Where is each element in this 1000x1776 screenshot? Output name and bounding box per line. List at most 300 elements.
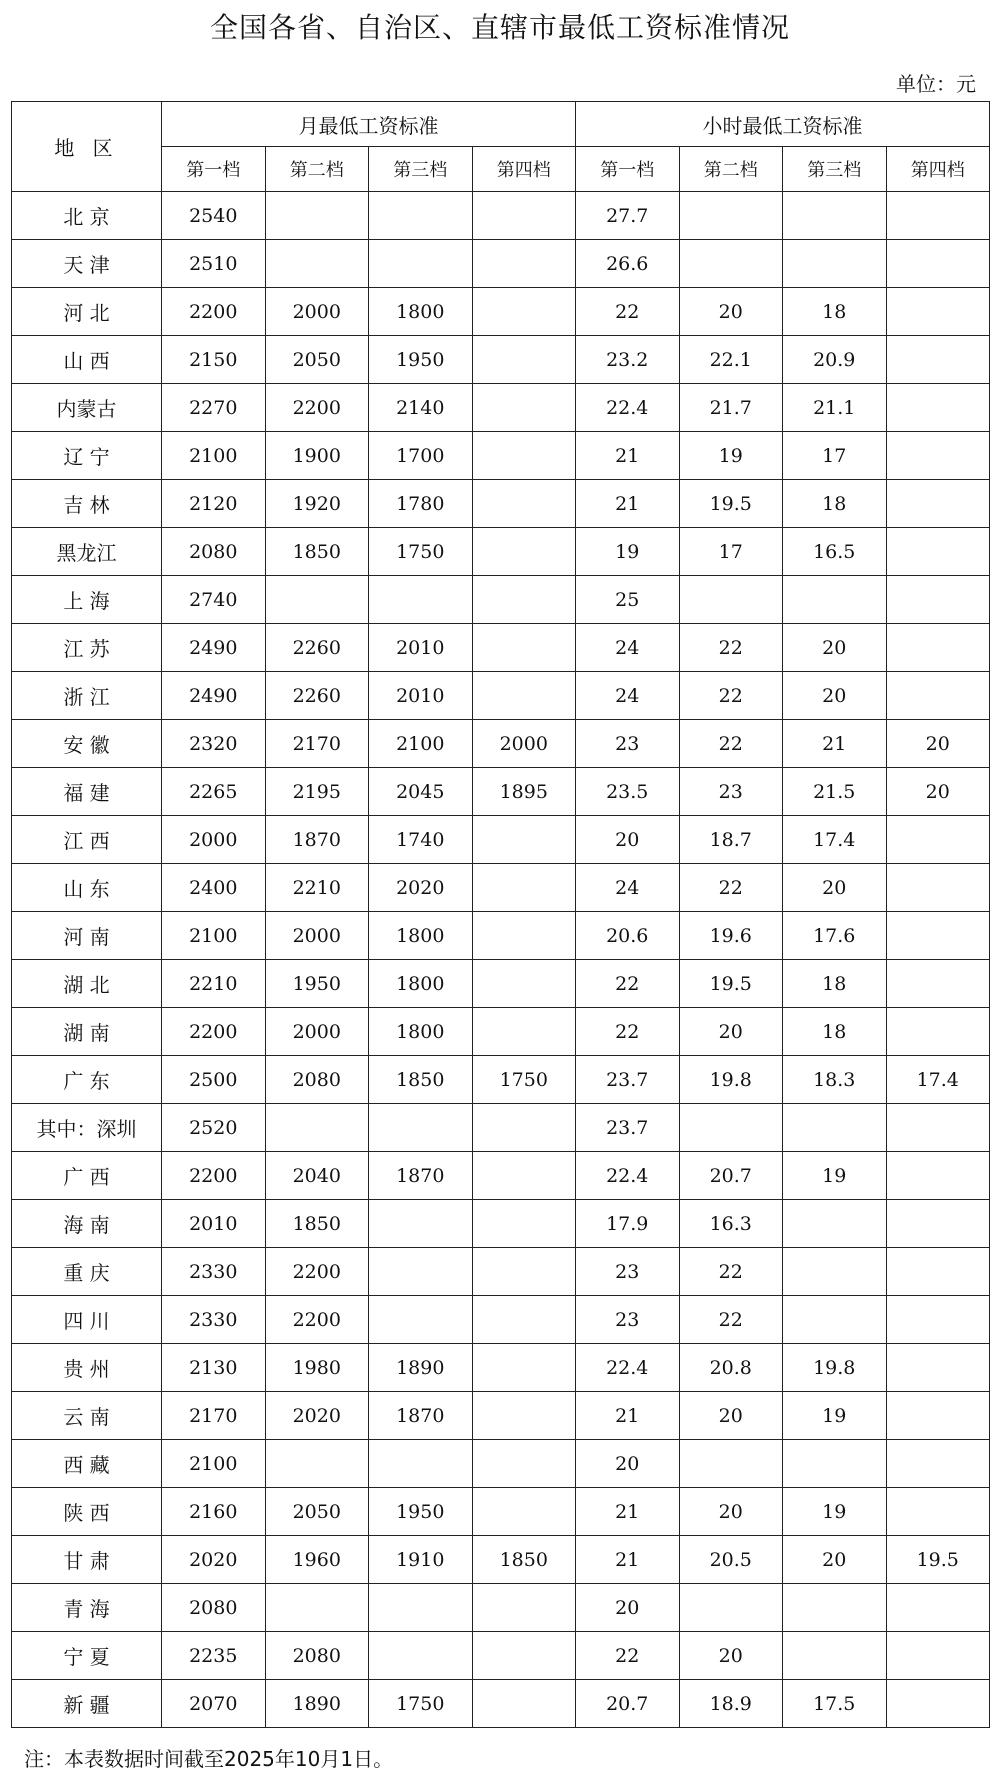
hourly-tier-4-cell: 20 [886, 720, 990, 768]
monthly-tier-3-cell: 1800 [369, 288, 473, 336]
monthly-tier-3-cell [369, 1104, 473, 1152]
monthly-tier-1-cell: 2235 [162, 1632, 266, 1680]
table-row [12, 1104, 990, 1152]
monthly-tier-2-cell: 1850 [265, 1200, 369, 1248]
hourly-tier-2-cell: 20.7 [679, 1152, 783, 1200]
hourly-tier-3-cell [783, 1632, 887, 1680]
monthly-tier-4-cell [472, 912, 576, 960]
monthly-tier-2-cell: 1980 [265, 1344, 369, 1392]
monthly-tier-3-cell: 2010 [369, 624, 473, 672]
monthly-tier-1-cell: 2020 [162, 1536, 266, 1584]
hourly-tier-4-cell [886, 1104, 990, 1152]
table-row [12, 1344, 990, 1392]
hourly-tier-4-cell [886, 192, 990, 240]
monthly-tier-2-cell [265, 1440, 369, 1488]
monthly-tier-4-cell: 2000 [472, 720, 576, 768]
monthly-tier-1-cell: 2130 [162, 1344, 266, 1392]
monthly-tier-2-cell: 1920 [265, 480, 369, 528]
hourly-tier-3-cell [783, 1296, 887, 1344]
hourly-tier-4-cell [886, 1488, 990, 1536]
monthly-tier-1-cell: 2080 [162, 1584, 266, 1632]
monthly-tier-4-cell [472, 576, 576, 624]
region-name-cell: 云 南 [12, 1392, 162, 1440]
hourly-tier-4-cell: 20 [886, 768, 990, 816]
monthly-tier-2-cell: 1870 [265, 816, 369, 864]
monthly-tier-4-cell [472, 1152, 576, 1200]
monthly-tier-2-cell: 2260 [265, 672, 369, 720]
monthly-tier-1-cell: 2200 [162, 288, 266, 336]
monthly-tier-2-cell: 2200 [265, 1248, 369, 1296]
table-row [12, 912, 990, 960]
table-row [12, 576, 990, 624]
region-name-cell: 辽 宁 [12, 432, 162, 480]
hourly-tier-2-cell [679, 1440, 783, 1488]
monthly-tier-4-cell [472, 1632, 576, 1680]
region-name-cell: 江 苏 [12, 624, 162, 672]
monthly-tier-3-cell [369, 1248, 473, 1296]
hourly-tier-2-header: 第二档 [679, 147, 783, 192]
monthly-tier-3-cell: 1950 [369, 336, 473, 384]
hourly-tier-4-header: 第四档 [886, 147, 990, 192]
region-name-cell: 山 西 [12, 336, 162, 384]
hourly-tier-3-cell: 16.5 [783, 528, 887, 576]
hourly-tier-3-cell: 18 [783, 1008, 887, 1056]
monthly-tier-4-cell: 1850 [472, 1536, 576, 1584]
monthly-tier-2-cell [265, 576, 369, 624]
hourly-tier-4-cell [886, 1680, 990, 1728]
monthly-tier-1-cell: 2150 [162, 336, 266, 384]
hourly-tier-4-cell [886, 1344, 990, 1392]
monthly-tier-3-cell: 1890 [369, 1344, 473, 1392]
monthly-tier-2-cell: 1950 [265, 960, 369, 1008]
hourly-tier-1-cell: 22 [576, 1008, 680, 1056]
hourly-tier-1-cell: 22.4 [576, 384, 680, 432]
hourly-tier-2-cell: 18.9 [679, 1680, 783, 1728]
monthly-tier-4-cell [472, 960, 576, 1008]
region-name-cell: 新 疆 [12, 1680, 162, 1728]
hourly-tier-1-cell: 21 [576, 1488, 680, 1536]
table-row [12, 768, 990, 816]
monthly-tier-3-header: 第三档 [369, 147, 473, 192]
monthly-tier-4-cell [472, 624, 576, 672]
region-name-cell: 河 南 [12, 912, 162, 960]
hourly-tier-3-cell: 18 [783, 960, 887, 1008]
monthly-tier-2-cell: 2170 [265, 720, 369, 768]
monthly-tier-4-cell [472, 1344, 576, 1392]
hourly-tier-2-cell: 20 [679, 288, 783, 336]
hourly-tier-2-cell: 19.5 [679, 960, 783, 1008]
monthly-tier-4-cell [472, 240, 576, 288]
monthly-tier-3-cell [369, 192, 473, 240]
hourly-tier-3-cell [783, 1440, 887, 1488]
monthly-tier-4-cell [472, 432, 576, 480]
monthly-tier-1-cell: 2330 [162, 1296, 266, 1344]
table-row [12, 1440, 990, 1488]
monthly-tier-1-cell: 2010 [162, 1200, 266, 1248]
region-name-cell: 上 海 [12, 576, 162, 624]
table-row [12, 480, 990, 528]
hourly-tier-2-cell: 19.6 [679, 912, 783, 960]
monthly-tier-4-cell [472, 1680, 576, 1728]
minimum-wage-table [11, 101, 990, 1728]
monthly-tier-2-cell: 2260 [265, 624, 369, 672]
monthly-tier-2-header: 第二档 [265, 147, 369, 192]
monthly-tier-3-cell: 2020 [369, 864, 473, 912]
monthly-tier-1-cell: 2320 [162, 720, 266, 768]
monthly-tier-3-cell: 1740 [369, 816, 473, 864]
monthly-tier-2-cell [265, 240, 369, 288]
hourly-tier-2-cell: 22.1 [679, 336, 783, 384]
monthly-tier-1-cell: 2200 [162, 1008, 266, 1056]
table-row [12, 720, 990, 768]
hourly-tier-1-cell: 17.9 [576, 1200, 680, 1248]
table-row [12, 1584, 990, 1632]
hourly-tier-2-cell [679, 1584, 783, 1632]
hourly-tier-1-cell: 21 [576, 480, 680, 528]
monthly-tier-2-cell: 2080 [265, 1056, 369, 1104]
monthly-tier-1-cell: 2270 [162, 384, 266, 432]
hourly-tier-3-cell: 20.9 [783, 336, 887, 384]
hourly-tier-1-cell: 19 [576, 528, 680, 576]
hourly-tier-2-cell: 19.8 [679, 1056, 783, 1104]
hourly-tier-4-cell [886, 384, 990, 432]
monthly-tier-2-cell: 1960 [265, 1536, 369, 1584]
monthly-tier-2-cell: 2000 [265, 912, 369, 960]
monthly-tier-2-cell: 2020 [265, 1392, 369, 1440]
hourly-tier-2-cell: 22 [679, 864, 783, 912]
hourly-tier-1-cell: 23.2 [576, 336, 680, 384]
monthly-tier-4-cell: 1750 [472, 1056, 576, 1104]
monthly-tier-3-cell: 1850 [369, 1056, 473, 1104]
table-row [12, 192, 990, 240]
monthly-tier-3-cell [369, 240, 473, 288]
hourly-tier-3-cell [783, 240, 887, 288]
hourly-tier-2-cell [679, 192, 783, 240]
table-row [12, 240, 990, 288]
monthly-tier-1-cell: 2520 [162, 1104, 266, 1152]
hourly-tier-1-cell: 22 [576, 960, 680, 1008]
monthly-tier-2-cell: 2200 [265, 384, 369, 432]
hourly-tier-2-cell: 20 [679, 1632, 783, 1680]
hourly-tier-1-cell: 27.7 [576, 192, 680, 240]
hourly-tier-2-cell: 20 [679, 1392, 783, 1440]
monthly-tier-4-cell [472, 1008, 576, 1056]
monthly-tier-1-cell: 2540 [162, 192, 266, 240]
hourly-tier-4-cell [886, 816, 990, 864]
hourly-tier-4-cell: 19.5 [886, 1536, 990, 1584]
monthly-tier-4-cell [472, 672, 576, 720]
region-name-cell: 其中：深圳 [12, 1104, 162, 1152]
monthly-tier-3-cell: 1750 [369, 528, 473, 576]
table-row [12, 1680, 990, 1728]
monthly-tier-2-cell: 1900 [265, 432, 369, 480]
region-name-cell: 山 东 [12, 864, 162, 912]
hourly-tier-3-cell [783, 1200, 887, 1248]
monthly-tier-3-cell [369, 576, 473, 624]
hourly-tier-2-cell [679, 1104, 783, 1152]
hourly-tier-2-cell: 19 [679, 432, 783, 480]
table-row [12, 960, 990, 1008]
hourly-tier-4-cell [886, 912, 990, 960]
table-row [12, 1056, 990, 1104]
hourly-tier-4-cell [886, 336, 990, 384]
table-row [12, 1392, 990, 1440]
region-name-cell: 甘 肃 [12, 1536, 162, 1584]
hourly-tier-1-cell: 22 [576, 288, 680, 336]
monthly-tier-4-cell [472, 336, 576, 384]
monthly-tier-1-cell: 2170 [162, 1392, 266, 1440]
monthly-tier-1-cell: 2100 [162, 1440, 266, 1488]
monthly-tier-3-cell: 1870 [369, 1392, 473, 1440]
hourly-tier-3-cell: 19 [783, 1392, 887, 1440]
hourly-tier-2-cell: 20 [679, 1488, 783, 1536]
monthly-tier-1-cell: 2070 [162, 1680, 266, 1728]
hourly-tier-2-cell: 21.7 [679, 384, 783, 432]
table-row [12, 1152, 990, 1200]
hourly-tier-4-cell [886, 432, 990, 480]
region-name-cell: 青 海 [12, 1584, 162, 1632]
hourly-tier-1-cell: 22 [576, 1632, 680, 1680]
monthly-tier-4-cell [472, 1248, 576, 1296]
monthly-tier-1-cell: 2100 [162, 432, 266, 480]
region-name-cell: 湖 南 [12, 1008, 162, 1056]
monthly-tier-2-cell: 2000 [265, 1008, 369, 1056]
hourly-tier-3-cell: 18 [783, 288, 887, 336]
table-row [12, 1200, 990, 1248]
region-name-cell: 福 建 [12, 768, 162, 816]
hourly-tier-2-cell: 22 [679, 672, 783, 720]
monthly-tier-3-cell: 1800 [369, 1008, 473, 1056]
region-name-cell: 内蒙古 [12, 384, 162, 432]
table-row [12, 336, 990, 384]
monthly-tier-1-cell: 2100 [162, 912, 266, 960]
hourly-tier-1-cell: 21 [576, 1392, 680, 1440]
table-row [12, 288, 990, 336]
hourly-tier-2-cell: 22 [679, 1296, 783, 1344]
hourly-tier-1-cell: 24 [576, 864, 680, 912]
hourly-tier-4-cell [886, 1200, 990, 1248]
monthly-tier-1-cell: 2490 [162, 624, 266, 672]
hourly-tier-4-cell [886, 1296, 990, 1344]
hourly-tier-2-cell: 22 [679, 1248, 783, 1296]
hourly-tier-1-cell: 24 [576, 624, 680, 672]
hourly-tier-4-cell: 17.4 [886, 1056, 990, 1104]
monthly-tier-4-cell [472, 192, 576, 240]
monthly-tier-1-cell: 2510 [162, 240, 266, 288]
hourly-tier-3-cell: 20 [783, 624, 887, 672]
monthly-tier-1-cell: 2000 [162, 816, 266, 864]
monthly-tier-2-cell [265, 192, 369, 240]
hourly-tier-3-header: 第三档 [783, 147, 887, 192]
monthly-tier-2-cell [265, 1584, 369, 1632]
table-row [12, 1488, 990, 1536]
monthly-tier-4-cell [472, 1440, 576, 1488]
table-row [12, 528, 990, 576]
hourly-tier-4-cell [886, 960, 990, 1008]
hourly-tier-1-cell: 22.4 [576, 1344, 680, 1392]
hourly-tier-2-cell: 20 [679, 1008, 783, 1056]
region-name-cell: 黑龙江 [12, 528, 162, 576]
monthly-tier-1-cell: 2400 [162, 864, 266, 912]
region-name-cell: 河 北 [12, 288, 162, 336]
hourly-tier-4-cell [886, 576, 990, 624]
region-name-cell: 宁 夏 [12, 1632, 162, 1680]
unit-label: 单位：元 [896, 72, 976, 96]
region-header: 地 区 [12, 102, 162, 192]
hourly-header: 小时最低工资标准 [576, 102, 990, 147]
hourly-tier-2-cell [679, 576, 783, 624]
monthly-tier-4-cell [472, 384, 576, 432]
hourly-tier-4-cell [886, 288, 990, 336]
hourly-tier-2-cell: 19.5 [679, 480, 783, 528]
hourly-tier-2-cell [679, 240, 783, 288]
monthly-tier-1-cell: 2200 [162, 1152, 266, 1200]
hourly-tier-1-cell: 23 [576, 1248, 680, 1296]
monthly-tier-4-cell [472, 288, 576, 336]
hourly-tier-4-cell [886, 1584, 990, 1632]
hourly-tier-3-cell: 20 [783, 672, 887, 720]
hourly-tier-2-cell: 18.7 [679, 816, 783, 864]
hourly-tier-2-cell: 20.8 [679, 1344, 783, 1392]
monthly-tier-1-cell: 2500 [162, 1056, 266, 1104]
document-title: 全国各省、自治区、直辖市最低工资标准情况 [209, 11, 790, 44]
monthly-tier-3-cell: 1750 [369, 1680, 473, 1728]
hourly-tier-2-cell: 22 [679, 624, 783, 672]
hourly-tier-3-cell [783, 1104, 887, 1152]
hourly-tier-3-cell [783, 192, 887, 240]
region-name-cell: 湖 北 [12, 960, 162, 1008]
hourly-tier-4-cell [886, 240, 990, 288]
monthly-tier-3-cell: 2100 [369, 720, 473, 768]
region-name-cell: 贵 州 [12, 1344, 162, 1392]
hourly-tier-1-cell: 20 [576, 1584, 680, 1632]
hourly-tier-3-cell: 17 [783, 432, 887, 480]
region-name-cell: 西 藏 [12, 1440, 162, 1488]
hourly-tier-3-cell: 18.3 [783, 1056, 887, 1104]
monthly-tier-4-cell [472, 1200, 576, 1248]
monthly-tier-1-cell: 2210 [162, 960, 266, 1008]
monthly-tier-3-cell: 2140 [369, 384, 473, 432]
monthly-tier-2-cell: 2000 [265, 288, 369, 336]
region-name-cell: 江 西 [12, 816, 162, 864]
table-body [12, 192, 990, 1728]
monthly-tier-3-cell: 2045 [369, 768, 473, 816]
hourly-tier-1-cell: 22.4 [576, 1152, 680, 1200]
hourly-tier-3-cell: 20 [783, 1536, 887, 1584]
region-name-cell: 陕 西 [12, 1488, 162, 1536]
hourly-tier-3-cell: 21.5 [783, 768, 887, 816]
region-name-cell: 天 津 [12, 240, 162, 288]
monthly-tier-3-cell [369, 1632, 473, 1680]
hourly-tier-1-cell: 23.5 [576, 768, 680, 816]
hourly-tier-1-cell: 21 [576, 1536, 680, 1584]
monthly-tier-2-cell: 2200 [265, 1296, 369, 1344]
hourly-tier-2-cell: 22 [679, 720, 783, 768]
monthly-tier-3-cell: 2010 [369, 672, 473, 720]
hourly-tier-4-cell [886, 1008, 990, 1056]
table-row [12, 816, 990, 864]
region-name-cell: 广 西 [12, 1152, 162, 1200]
table-row [12, 1536, 990, 1584]
region-name-cell: 安 徽 [12, 720, 162, 768]
table-row [12, 624, 990, 672]
hourly-tier-4-cell [886, 1440, 990, 1488]
monthly-tier-3-cell: 1950 [369, 1488, 473, 1536]
hourly-tier-4-cell [886, 1152, 990, 1200]
region-name-cell: 重 庆 [12, 1248, 162, 1296]
monthly-tier-3-cell [369, 1584, 473, 1632]
hourly-tier-2-cell: 23 [679, 768, 783, 816]
hourly-tier-4-cell [886, 1248, 990, 1296]
hourly-tier-1-header: 第一档 [576, 147, 680, 192]
hourly-tier-1-cell: 25 [576, 576, 680, 624]
region-name-cell: 广 东 [12, 1056, 162, 1104]
hourly-tier-4-cell [886, 480, 990, 528]
hourly-tier-1-cell: 23 [576, 1296, 680, 1344]
table-row [12, 384, 990, 432]
monthly-tier-1-header: 第一档 [162, 147, 266, 192]
hourly-tier-1-cell: 26.6 [576, 240, 680, 288]
monthly-tier-2-cell: 2050 [265, 1488, 369, 1536]
monthly-tier-4-cell [472, 816, 576, 864]
monthly-tier-1-cell: 2080 [162, 528, 266, 576]
hourly-tier-2-cell: 17 [679, 528, 783, 576]
monthly-tier-4-header: 第四档 [472, 147, 576, 192]
monthly-tier-2-cell [265, 1104, 369, 1152]
monthly-header: 月最低工资标准 [162, 102, 576, 147]
monthly-tier-1-cell: 2160 [162, 1488, 266, 1536]
monthly-tier-2-cell: 1890 [265, 1680, 369, 1728]
monthly-tier-4-cell [472, 528, 576, 576]
table-row [12, 672, 990, 720]
table-row [12, 1632, 990, 1680]
hourly-tier-1-cell: 20 [576, 816, 680, 864]
hourly-tier-3-cell [783, 1584, 887, 1632]
monthly-tier-2-cell: 2210 [265, 864, 369, 912]
hourly-tier-3-cell: 18 [783, 480, 887, 528]
hourly-tier-3-cell: 17.6 [783, 912, 887, 960]
hourly-tier-2-cell: 20.5 [679, 1536, 783, 1584]
table-row [12, 1008, 990, 1056]
monthly-tier-3-cell [369, 1440, 473, 1488]
hourly-tier-3-cell: 21 [783, 720, 887, 768]
monthly-tier-1-cell: 2265 [162, 768, 266, 816]
hourly-tier-1-cell: 21 [576, 432, 680, 480]
hourly-tier-3-cell: 19 [783, 1152, 887, 1200]
monthly-tier-3-cell: 1800 [369, 960, 473, 1008]
hourly-tier-3-cell: 21.1 [783, 384, 887, 432]
monthly-tier-4-cell [472, 1392, 576, 1440]
hourly-tier-1-cell: 23.7 [576, 1056, 680, 1104]
monthly-tier-1-cell: 2120 [162, 480, 266, 528]
hourly-tier-4-cell [886, 1632, 990, 1680]
monthly-tier-2-cell: 2195 [265, 768, 369, 816]
hourly-tier-1-cell: 24 [576, 672, 680, 720]
monthly-tier-4-cell [472, 480, 576, 528]
monthly-tier-3-cell: 1910 [369, 1536, 473, 1584]
table-row [12, 1248, 990, 1296]
hourly-tier-3-cell: 19 [783, 1488, 887, 1536]
monthly-tier-4-cell: 1895 [472, 768, 576, 816]
monthly-tier-3-cell: 1700 [369, 432, 473, 480]
hourly-tier-4-cell [886, 624, 990, 672]
monthly-tier-3-cell: 1800 [369, 912, 473, 960]
hourly-tier-2-cell: 16.3 [679, 1200, 783, 1248]
hourly-tier-4-cell [886, 528, 990, 576]
table-row [12, 1296, 990, 1344]
monthly-tier-4-cell [472, 1584, 576, 1632]
monthly-tier-3-cell: 1870 [369, 1152, 473, 1200]
